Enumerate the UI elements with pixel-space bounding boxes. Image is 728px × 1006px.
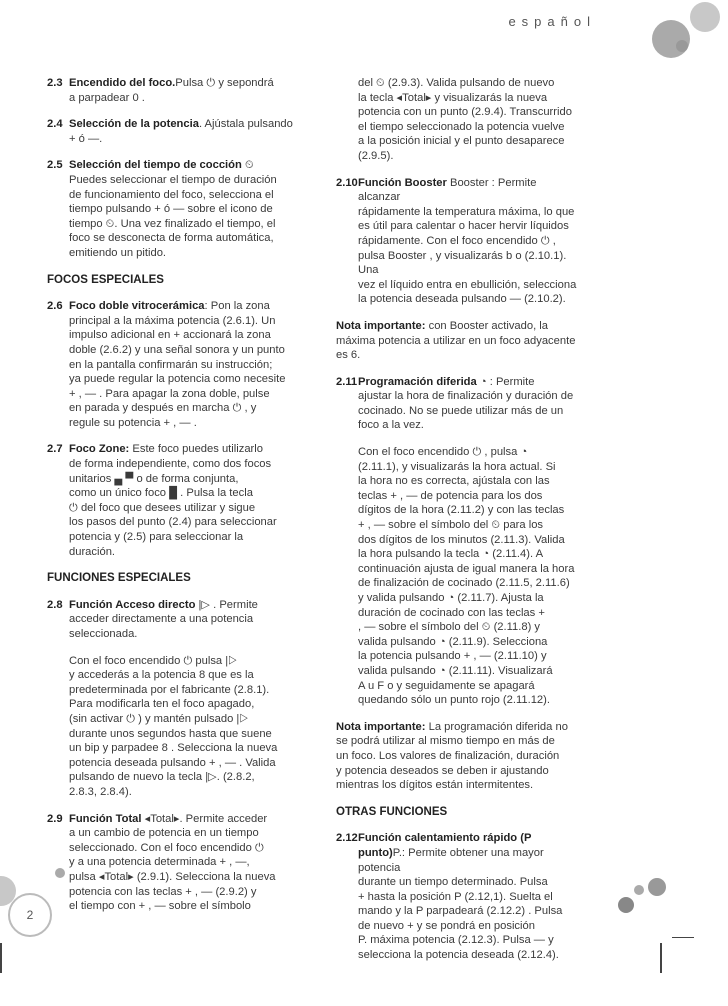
item-line: dos dígitos de los minutos (2.11.3). Valida (358, 533, 565, 546)
item-number: 2.6 (47, 300, 63, 313)
note-line: es 6. (336, 349, 361, 362)
item-line: de funcionamiento del foco, selecciona el (69, 188, 274, 201)
item-line: potencia deseada pulsando + , — . Valida (69, 756, 276, 769)
item-line: duración de cocinado con las teclas + (358, 606, 545, 619)
item-line: acceder directamente a una potencia (69, 613, 254, 626)
item-line: la potencia deseada pulsando — (2.10.2). (358, 293, 566, 306)
item-number: 2.5 (47, 159, 63, 172)
item-line: foco a la vez. (358, 419, 424, 432)
item-line: tiempo pulsando + ó — sobre el icono de (69, 203, 273, 216)
item-row (336, 831, 580, 962)
item-line (358, 176, 580, 205)
right-column (336, 76, 580, 975)
instruction-item (47, 598, 317, 800)
page-number: 2 (8, 893, 52, 937)
item-line (358, 375, 580, 390)
item-line: Puedes seleccionar el tiempo de duración (69, 173, 277, 186)
item-line: selecciona la potencia deseada (2.12.4). (358, 949, 559, 962)
item-line: , — sobre el símbolo del ⏲ (2.11.8) y (358, 621, 541, 634)
note-title: Nota importante: (336, 319, 426, 332)
item-line: en parada y después en marcha ⏻ , y (69, 402, 257, 415)
item-line: ⏻ del foco que desees utilizar y sigue (69, 501, 256, 514)
item-line: ajustar la hora de finalización y duración de (358, 390, 574, 403)
crop-mark (672, 937, 694, 938)
item-line: a la posición inicial y el punto desaparece (358, 135, 565, 148)
note-line: y potencia deseados se deben ir ajustando (336, 764, 549, 777)
item-line (358, 831, 580, 875)
item-number: 2.12 (336, 832, 358, 845)
item-line (69, 812, 317, 827)
item-line: vez el líquido entra en ebullición, selecciona (358, 278, 577, 291)
item-body (358, 375, 580, 708)
item-line: y a una potencia determinada + , —, (69, 856, 250, 869)
item-line (69, 76, 317, 91)
item-line: P. máxima potencia (2.12.3). Pulsa — y (358, 934, 554, 947)
item-line: principal a la máxima potencia (2.6.1). Un (69, 314, 276, 327)
item-line: pulsando de nuevo la tecla |▷. (2.8.2, (69, 771, 255, 784)
item-row (47, 442, 317, 559)
item-title: Función Acceso directo (69, 598, 196, 611)
item-line: y valida pulsando ◔ (2.11.7). Ajusta la (358, 592, 544, 604)
item-number: 2.7 (47, 443, 63, 456)
item-line: potencia con un punto (2.9.4). Transcurrido (358, 106, 572, 119)
item-line (69, 442, 317, 457)
item-line: predeterminada por el fabricante (2.8.1). (69, 683, 270, 696)
instruction-item (336, 831, 580, 962)
item-body (69, 442, 317, 559)
item-line: los pasos del punto (2.4) para seleccionar (69, 516, 277, 529)
item-row (336, 375, 580, 708)
note-line (336, 319, 580, 334)
item-text: Este foco puedes utilizarlo (129, 443, 263, 456)
section-heading: OTRAS FUNCIONES (336, 805, 448, 818)
item-line: duración. (69, 545, 116, 558)
item-line: mando y la P parpadeará (2.12.2) . Pulsa (358, 905, 563, 918)
item-title: Foco Zone: (69, 443, 130, 456)
item-body (69, 812, 317, 914)
item-line: seleccionado. Con el foco encendido ⏻ (69, 841, 264, 854)
item-line: del ⏲ (2.9.3). Valida pulsando de nuevo (358, 77, 555, 89)
item-line: de finalización de cocinado (2.11.5, 2.11.6) (358, 577, 570, 590)
item-line: impulso adicional en + accionará la zona (69, 329, 271, 342)
decor-circle-br3 (648, 878, 666, 896)
item-title: Función Total (69, 812, 142, 825)
item-line: y accederás a la potencia 8 que es la (69, 669, 254, 682)
item-line: emitiendo un pitido. (69, 246, 167, 259)
item-number: 2.3 (47, 77, 63, 89)
item-text: ⏲ (241, 159, 254, 172)
item-line: A u F o y seguidamente se apagará (358, 679, 535, 692)
item-line: rápidamente. Con el foco encendido ⏻ , (358, 234, 556, 247)
item-line: pulsa Booster , y visualizarás b o (2.10.1). Una (358, 249, 567, 277)
left-column (47, 76, 317, 926)
item-number: 2.10 (336, 176, 358, 189)
item-line (69, 158, 317, 173)
item-title: Función Booster (358, 176, 447, 189)
item-body (69, 158, 317, 260)
note-text: La programación diferida no (425, 720, 568, 733)
item-body (358, 831, 580, 962)
item-line (69, 299, 317, 314)
item-line: es útil para calentar o hacer hervir líquidos (358, 220, 569, 233)
item-line: unitarios ▄ ▀ o de forma conjunta, (69, 472, 239, 485)
instruction-item (47, 76, 317, 105)
item-line: doble (2.6.2) y una señal sonora y un punto (69, 343, 285, 356)
item-line: la tecla ◂Total▸ y visualizarás la nueva (358, 91, 548, 104)
instruction-item (47, 158, 317, 260)
important-note (336, 319, 580, 363)
item-line: durante unos segundos hasta que suene (69, 727, 272, 740)
item-line: + , — . Para apagar la zona doble, pulse (69, 387, 270, 400)
item-line: + ó —. (69, 132, 103, 145)
crop-mark (0, 943, 2, 973)
item-line: como un único foco █ . Pulsa la tecla (69, 487, 253, 500)
item-line: a un cambio de potencia en un tiempo (69, 827, 259, 840)
item-line: (2.9.5). (358, 149, 394, 162)
item-number: 2.11 (336, 375, 358, 388)
item-line: de nuevo + y se pondrá en posición (358, 919, 535, 932)
item-text: Pulsa ⏻ y sepondrá (175, 77, 274, 89)
item-title: Foco doble vitrocerámica (69, 300, 205, 313)
item-line: de forma independiente, como dos focos (69, 458, 272, 471)
item-line: continuación ajusta de igual manera la hora (358, 562, 575, 575)
item-body (336, 76, 580, 164)
instruction-item (47, 442, 317, 559)
note-text: con Booster activado, la (425, 319, 549, 332)
blank-line (69, 642, 317, 654)
instruction-item (47, 117, 317, 146)
instruction-item (336, 176, 580, 307)
instruction-item (336, 76, 580, 164)
item-title: Selección de la potencia (69, 118, 199, 131)
note-title: Nota importante: (336, 720, 426, 733)
note-line: máxima potencia a utilizar en un foco adyacente (336, 334, 576, 347)
item-text: . Ajústala pulsando (198, 118, 293, 131)
item-body (69, 76, 317, 105)
item-text: P.: Permite obtener una mayor potencia (358, 846, 544, 874)
instruction-item (336, 375, 580, 708)
item-number: 2.9 (47, 812, 63, 825)
item-body (69, 598, 317, 800)
item-line: la hora pulsando la tecla ◔ (2.11.4). A (358, 548, 544, 561)
item-line: un bip y parpadee 8 . Selecciona la nueva (69, 742, 278, 755)
item-text: |▷ . Permite (195, 598, 258, 611)
item-line: regule su potencia + , — . (69, 416, 197, 429)
item-line: Con el foco encendido ⏻ pulsa |▷ (69, 654, 238, 667)
item-line: tiempo ⏲. Una vez finalizado el tiempo, el (69, 217, 276, 230)
item-line: Para modificarla ten el foco apagado, (69, 698, 255, 711)
item-number: 2.8 (47, 598, 63, 611)
item-row (47, 117, 317, 146)
item-number: 2.4 (47, 118, 63, 131)
crop-mark (660, 943, 662, 973)
item-line: dígitos de la hora (2.11.2) y con las teclas (358, 504, 565, 517)
item-body (69, 117, 317, 146)
item-row (47, 598, 317, 800)
item-line: la hora no es correcta, ajústala con las (358, 475, 550, 488)
decor-circle-small (690, 2, 720, 32)
note-line: mientras los dígitos están intermitentes. (336, 779, 534, 792)
item-line: el tiempo con + , — sobre el símbolo (69, 900, 251, 913)
important-note (336, 720, 580, 793)
instruction-item (47, 812, 317, 914)
language-header: español (508, 14, 596, 29)
note-line: un foco. Los valores de finalización, duración (336, 749, 560, 762)
blank-line (358, 433, 580, 445)
item-line: 2.8.3, 2.8.4). (69, 785, 132, 798)
section-heading: FUNCIONES ESPECIALES (47, 572, 191, 585)
item-text: Booster : Permite alcanzar (358, 176, 537, 204)
instruction-item (47, 299, 317, 430)
item-line: valida pulsando ◔ (2.11.9). Selecciona (358, 635, 548, 648)
item-body (358, 176, 580, 307)
item-line: quedando sólo un punto rojo (2.11.12). (358, 694, 550, 707)
decor-circle-dot (676, 40, 688, 52)
item-line: + , — sobre el símbolo del ⏲ para los (358, 519, 544, 532)
item-title: Encendido del foco. (69, 77, 176, 89)
item-line: teclas + , — de potencia para los dos (358, 489, 543, 502)
item-row (47, 76, 317, 105)
item-line: cocinado. No se puede utilizar más de un (358, 404, 564, 417)
item-row (47, 158, 317, 260)
item-line: rápidamente la temperatura máxima, lo que (358, 205, 575, 218)
item-line: potencia con las teclas + , — (2.9.2) y (69, 885, 257, 898)
decor-circle-br1 (618, 897, 634, 913)
item-line: Con el foco encendido ⏻ , pulsa ◔ (358, 446, 528, 459)
item-text: ◔ : Permite (476, 375, 535, 388)
item-line: la potencia pulsando + , — (2.11.10) y (358, 650, 547, 663)
note-line: se podrá utilizar al mismo tiempo en más de (336, 735, 555, 748)
item-line: potencia y (2.5) para seleccionar la (69, 531, 244, 544)
item-title: Programación diferida (358, 375, 477, 388)
item-line: (sin activar ⏻ ) y mantén pulsado |▷ (69, 712, 249, 725)
item-line: ya puede regular la potencia como necesite (69, 373, 286, 386)
item-title: Función calentamiento rápido (P punto) (358, 832, 532, 859)
item-line (69, 117, 317, 132)
item-line: (2.11.1), y visualizarás la hora actual. Si (358, 460, 556, 473)
item-line: a parpadear 0 . (69, 91, 145, 104)
item-text: ◂Total▸. Permite acceder (141, 812, 268, 825)
item-body (69, 299, 317, 430)
item-line: pulsa ◂Total▸ (2.9.1). Selecciona la nueva (69, 870, 276, 883)
note-line (336, 720, 580, 735)
item-line: seleccionada. (69, 628, 138, 640)
item-line (69, 598, 317, 613)
item-row (47, 812, 317, 914)
item-line: foco se desconecta de forma automática, (69, 232, 274, 245)
item-line: valida pulsando ◔ (2.11.11). Visualizará (358, 664, 553, 677)
item-line: el tiempo seleccionado la potencia vuelve (358, 120, 565, 133)
item-title: Selección del tiempo de cocción (69, 159, 242, 172)
item-line: + hasta la posición P (2.12,1). Suelta el (358, 890, 553, 903)
item-line: durante un tiempo determinado. Pulsa (358, 876, 548, 889)
item-row (336, 176, 580, 307)
decor-circle-large (652, 20, 690, 58)
item-line: en la pantalla confirmarán su instrucción; (69, 358, 273, 371)
item-text: : Pon la zona (204, 300, 270, 313)
item-row (47, 299, 317, 430)
decor-circle-br2 (634, 885, 644, 895)
section-heading: FOCOS ESPECIALES (47, 273, 164, 286)
